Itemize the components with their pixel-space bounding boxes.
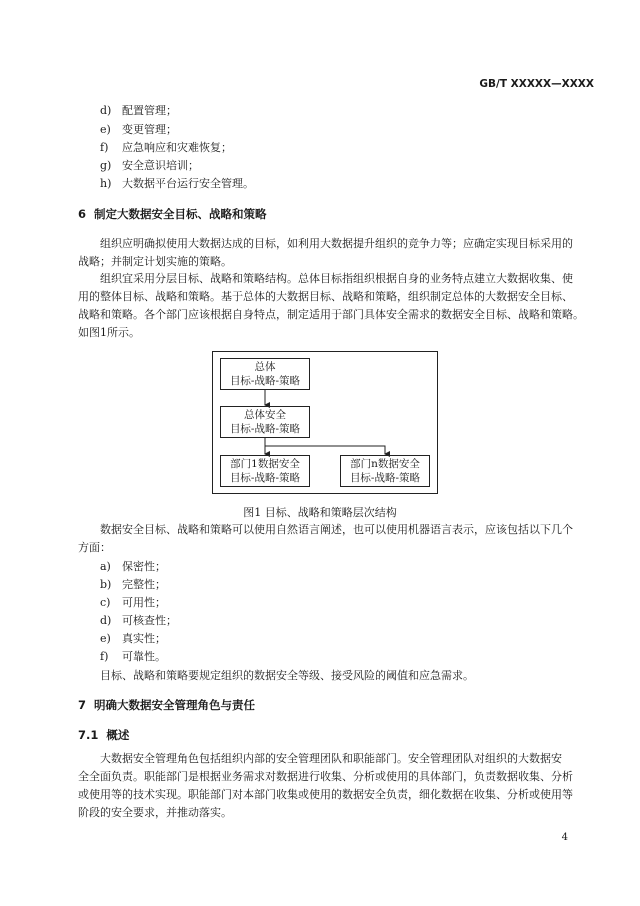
list-marker: b) <box>100 578 112 591</box>
list-item <box>100 630 166 646</box>
list-text: 配置管理； <box>122 104 177 117</box>
list-text: 可核查性； <box>122 614 177 627</box>
list-item <box>100 576 166 592</box>
list-marker: a) <box>100 560 111 573</box>
paragraph-line: 战略和策略。各个部门应该根据自身特点，制定适用于部门具体安全需求的数据安全目标、战略和策略。 <box>78 308 584 321</box>
figure-box-dept-1 <box>220 455 310 487</box>
paragraph-line: 数据安全目标、战略和策略可以使用自然语言阐述，也可以使用机器语言表示，应该包括以下几个 <box>100 523 573 536</box>
list-marker: d) <box>100 614 112 627</box>
paragraph-line: 阶段的安全要求，并推动落实。 <box>78 806 232 819</box>
section-number: 7 <box>78 698 87 712</box>
box-line: 目标-战略-策略 <box>229 375 301 387</box>
list-text: 可靠性。 <box>122 650 166 663</box>
paragraph-line: 用的整体目标、战略和策略。基于总体的大数据目标、战略和策略，组织制定总体的大数据安全目标、 <box>78 290 573 303</box>
list-item <box>100 102 177 118</box>
list-marker: d) <box>100 104 112 117</box>
section-title: 制定大数据安全目标、战略和策略 <box>94 207 267 221</box>
section-title: 明确大数据安全管理角色与责任 <box>94 698 256 712</box>
list-item <box>100 175 254 191</box>
list-text: 变更管理； <box>122 123 177 136</box>
list-text: 可用性； <box>122 596 166 609</box>
list-marker: e) <box>100 632 111 645</box>
paragraph-line: 或使用等的技术实现。职能部门对本部门收集或使用的数据安全负责，细化数据在收集、分析或使用等 <box>78 788 573 801</box>
paragraph <box>78 521 578 557</box>
list-item <box>100 139 232 155</box>
list-marker: g) <box>100 159 112 172</box>
section-7-heading <box>78 697 255 713</box>
list-text: 保密性； <box>122 560 166 573</box>
list-item <box>100 558 166 574</box>
box-line: 部门1数据安全 <box>230 458 300 470</box>
figure-box-dept-n <box>340 455 430 487</box>
paragraph: 目标、战略和策略要规定组织的数据安全等级、接受风险的阈值和应急需求。 <box>100 669 474 682</box>
box-line: 目标-战略-策略 <box>229 423 301 435</box>
paragraph <box>78 235 578 271</box>
list-marker: c) <box>100 596 111 609</box>
section-6-heading <box>78 206 267 222</box>
paragraph <box>78 750 578 822</box>
list-item <box>100 612 177 628</box>
paragraph <box>78 270 584 342</box>
box-line: 目标-战略-策略 <box>349 472 421 484</box>
list-text: 完整性； <box>122 578 166 591</box>
box-line: 总体安全 <box>244 409 286 421</box>
document-code: GB/T XXXXX—XXXX <box>479 78 594 90</box>
paragraph-line: 全全面负责。职能部门是根据业务需求对数据进行收集、分析或使用的具体部门，负责数据收集、分析 <box>78 770 573 783</box>
list-text: 安全意识培训； <box>122 159 199 172</box>
paragraph-line: 方面： <box>78 541 111 554</box>
list-marker: e) <box>100 123 111 136</box>
list-text: 大数据平台运行安全管理。 <box>122 177 254 190</box>
paragraph-line: 如图1所示。 <box>78 326 140 339</box>
section-number: 6 <box>78 207 87 221</box>
list-item <box>100 157 199 173</box>
subsection-number: 7.1 <box>78 728 99 742</box>
subsection-title: 概述 <box>106 728 130 742</box>
paragraph-line: 组织应明确拟使用大数据达成的目标，如利用大数据提升组织的竞争力等；应确定实现目标采用的 <box>100 237 573 250</box>
list-marker: h) <box>100 177 112 190</box>
paragraph-line: 战略；并制定计划实施的策略。 <box>78 255 232 268</box>
list-marker: f) <box>100 650 109 663</box>
paragraph-line: 大数据安全管理角色包括组织内部的安全管理团队和职能部门。安全管理团队对组织的大数据安 <box>100 752 562 765</box>
figure-caption: 图1 目标、战略和策略层次结构 <box>243 506 397 519</box>
list-item <box>100 648 166 664</box>
page-number: 4 <box>561 832 568 843</box>
figure-box-overall-security <box>220 406 310 438</box>
figure-box-overall <box>220 358 310 390</box>
box-line: 部门n数据安全 <box>350 458 420 470</box>
list-item <box>100 121 177 137</box>
list-marker: f) <box>100 141 109 154</box>
paragraph-line: 组织宜采用分层目标、战略和策略结构。总体目标指组织根据自身的业务特点建立大数据收集、使 <box>100 272 573 285</box>
list-text: 应急响应和灾难恢复； <box>122 141 232 154</box>
list-text: 真实性； <box>122 632 166 645</box>
box-line: 目标-战略-策略 <box>229 472 301 484</box>
box-line: 总体 <box>254 361 276 373</box>
subsection-7-1-heading <box>78 727 129 743</box>
list-item <box>100 594 166 610</box>
